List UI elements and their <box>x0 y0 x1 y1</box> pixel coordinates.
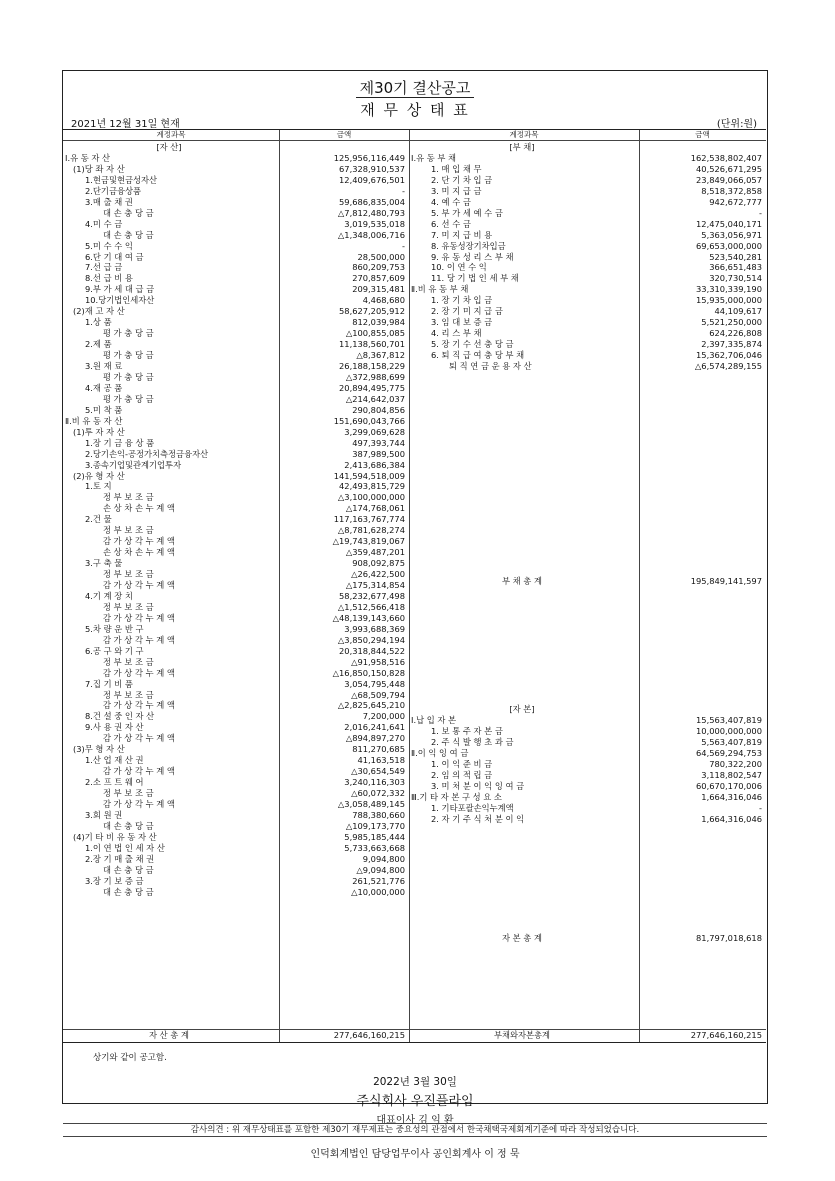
amount-value: 59,686,835,004 <box>339 196 405 207</box>
amount-value: 7,200,000 <box>362 711 405 722</box>
account-label: 평 가 충 당 금 <box>103 328 154 339</box>
table-row <box>63 646 766 657</box>
account-label: 9.사 용 권 자 산 <box>85 722 144 733</box>
amount-value: 12,475,040,171 <box>696 218 762 229</box>
table-row <box>63 602 766 613</box>
account-label: 4. 예 수 금 <box>431 196 471 207</box>
table-row <box>63 547 766 558</box>
statement-title: 재 무 상 태 표 <box>360 101 470 119</box>
amount-value: 23,849,066,057 <box>696 174 762 185</box>
table-row <box>63 748 766 759</box>
table-row <box>63 208 766 219</box>
amount-value: 523,540,281 <box>709 251 762 262</box>
amount-value: △3,850,294,194 <box>337 634 405 645</box>
account-label: 2.단기금융상품 <box>85 185 142 196</box>
table-row <box>63 679 766 690</box>
amount-value: 41,163,518 <box>357 755 405 766</box>
table-row <box>63 481 766 492</box>
account-label: 정 부 보 조 금 <box>103 601 154 612</box>
account-label: 6.공 구 와 기 구 <box>85 645 144 656</box>
account-label: 부채와자본총계 <box>493 1030 551 1040</box>
amount-value: 3,240,116,303 <box>344 777 405 788</box>
account-label: 3.구 축 물 <box>85 558 123 569</box>
amount-value: 15,563,407,819 <box>696 714 762 725</box>
table-row <box>63 832 766 843</box>
table-row <box>63 427 766 438</box>
account-label: 대 손 충 당 금 <box>103 229 154 240</box>
account-label: 6. 퇴 직 급 여 충 당 부 채 <box>431 350 525 361</box>
amount-value: 20,894,495,775 <box>339 382 405 393</box>
amount-value: △10,000,000 <box>351 886 405 897</box>
amount-value: △8,781,628,274 <box>337 525 405 536</box>
amount-value: 277,646,160,215 <box>333 1030 405 1040</box>
table-row <box>63 405 766 416</box>
account-label: 2.당기손익-공정가치측정금융자산 <box>85 448 209 459</box>
account-label: 8.건 설 중 인 자 산 <box>85 711 155 722</box>
liabilities-equity-total-row <box>63 1030 766 1041</box>
amount-value: 3,054,795,448 <box>344 678 405 689</box>
account-label: 2.소 프 트 웨 어 <box>85 777 144 788</box>
amount-value: △372,988,699 <box>345 371 405 382</box>
table-row <box>63 514 766 525</box>
table-row <box>63 197 766 208</box>
account-label: 대 손 충 당 금 <box>103 864 154 875</box>
table-row <box>63 690 766 701</box>
table-row <box>63 230 766 241</box>
amount-value: 40,526,671,295 <box>696 163 762 174</box>
total-divider <box>63 1029 766 1030</box>
amount-value: △60,072,332 <box>351 788 405 799</box>
table-row <box>63 186 766 197</box>
table-row <box>63 770 766 781</box>
amount-value: 4,468,680 <box>362 295 405 306</box>
amount-value: △48,139,143,660 <box>332 612 405 623</box>
account-label: 1.토 지 <box>85 481 112 492</box>
account-label: 3. 미 지 급 금 <box>431 185 482 196</box>
account-label: Ⅱ.이 익 잉 여 금 <box>411 747 469 758</box>
account-label: 5.미 수 수 익 <box>85 240 133 251</box>
account-label: 3.매 출 채 권 <box>85 196 133 207</box>
account-label: (3)무 형 자 산 <box>73 744 125 755</box>
amount-value: △19,743,819,067 <box>332 536 405 547</box>
amount-value: △91,958,516 <box>351 656 405 667</box>
amount-value: 860,209,753 <box>352 262 405 273</box>
amount-value: 5,363,056,971 <box>701 229 762 240</box>
table-row <box>63 394 766 405</box>
table-row <box>63 635 766 646</box>
account-label: 2. 임 의 적 립 금 <box>431 769 493 780</box>
amount-value: 1,664,316,046 <box>701 791 762 802</box>
amount-value: △1,512,566,418 <box>337 601 405 612</box>
account-label: 7.집 기 비 품 <box>85 678 133 689</box>
account-label: 대 손 충 당 금 <box>103 886 154 897</box>
account-label: (2)재 고 자 산 <box>73 306 125 317</box>
amount-value: 28,500,000 <box>357 251 405 262</box>
amount-value: 2,413,686,384 <box>344 459 405 470</box>
amount-value: 908,092,875 <box>352 558 405 569</box>
table-row <box>63 737 766 748</box>
amount-value: △6,574,289,155 <box>694 361 762 371</box>
account-label: 1.이 연 법 인 세 자 산 <box>85 842 165 853</box>
account-label: 1. 매 입 채 무 <box>431 163 482 174</box>
amount-value: - <box>759 802 762 813</box>
table-row <box>63 361 766 372</box>
amount-value: 811,270,685 <box>352 744 405 755</box>
account-label: 3.회 원 권 <box>85 809 123 820</box>
table-row <box>63 759 766 770</box>
currency-unit: (단위:원) <box>716 119 757 130</box>
amount-value: △894,897,270 <box>345 733 405 744</box>
amount-value: 209,315,481 <box>352 284 405 295</box>
amount-value: - <box>402 240 405 251</box>
header-right-account: 계정과목 <box>409 130 639 141</box>
amount-value: 812,039,984 <box>352 317 405 328</box>
amount-value: 277,646,160,215 <box>690 1030 762 1040</box>
account-label: 대 손 충 당 금 <box>103 820 154 831</box>
amount-value: 780,322,200 <box>709 758 762 769</box>
account-label: 1. 이 익 준 비 금 <box>431 758 493 769</box>
amount-value: 26,188,158,229 <box>339 361 405 371</box>
account-label: 자 본 총 계 <box>502 933 542 943</box>
account-label: 8.선 급 비 용 <box>85 273 133 284</box>
account-label: 감 가 상 각 누 계 액 <box>103 799 175 809</box>
table-row <box>63 525 766 536</box>
table-row <box>63 252 766 263</box>
table-row <box>63 449 766 460</box>
amount-value: △174,768,061 <box>345 503 405 514</box>
table-row <box>63 295 766 306</box>
account-label: Ⅲ.기 타 자 본 구 성 요 소 <box>411 791 502 802</box>
account-label: 3.원 재 료 <box>85 361 123 371</box>
amount-value: 69,653,000,000 <box>696 240 762 251</box>
account-label: 감 가 상 각 누 계 액 <box>103 733 175 744</box>
amount-value: 33,310,339,190 <box>696 284 762 295</box>
amount-value: 58,232,677,498 <box>339 590 405 601</box>
amount-value: 5,521,250,000 <box>701 317 762 328</box>
company-name: 주식회사 우진플라임 <box>356 1094 474 1109</box>
table-row <box>63 558 766 569</box>
account-label: [자 본] <box>509 704 535 714</box>
amount-value: 44,109,617 <box>714 306 762 317</box>
table-row <box>63 536 766 547</box>
amount-value: 3,993,688,369 <box>344 623 405 634</box>
account-label: 정 부 보 조 금 <box>103 656 154 667</box>
table-row <box>63 591 766 602</box>
account-label: 자 산 총 계 <box>149 1030 189 1040</box>
account-label: 정 부 보 조 금 <box>103 689 154 700</box>
section-heading-equity <box>63 704 766 715</box>
account-label: 6.단 기 대 여 금 <box>85 251 144 262</box>
amount-value: △68,509,794 <box>351 689 405 700</box>
table-row <box>63 175 766 186</box>
table-row <box>63 273 766 284</box>
account-label: 3.종속기업및관계기업투자 <box>85 459 182 470</box>
auditor-name: 인덕회계법인 담당업무이사 공인회계사 이 정 묵 <box>310 1149 520 1160</box>
table-row <box>63 843 766 854</box>
amount-value: △8,367,812 <box>356 350 405 361</box>
amount-value: 15,362,706,046 <box>696 350 762 361</box>
table-row <box>63 726 766 737</box>
account-label: 정 부 보 조 금 <box>103 492 154 503</box>
account-label: 2. 주 식 발 행 초 과 금 <box>431 736 514 747</box>
amount-value: 3,118,802,547 <box>701 769 762 780</box>
table-row <box>63 865 766 876</box>
account-label: 퇴 직 연 금 운 용 자 산 <box>449 361 532 371</box>
account-label: 1.산 업 재 산 권 <box>85 755 144 766</box>
account-label: 평 가 충 당 금 <box>103 371 154 382</box>
table-row <box>63 814 766 825</box>
account-label: [자 산] <box>156 142 182 152</box>
amount-value: 270,857,609 <box>352 273 405 284</box>
amount-value: 624,226,808 <box>709 328 762 339</box>
amount-value: 64,569,294,753 <box>696 747 762 758</box>
amount-value: 387,989,500 <box>352 448 405 459</box>
amount-value: 81,797,018,618 <box>696 933 762 943</box>
account-label: 6. 선 수 금 <box>431 218 471 229</box>
amount-value: △3,100,000,000 <box>337 492 405 503</box>
table-row <box>63 613 766 624</box>
account-label: Ⅰ.유 동 자 산 <box>65 152 111 163</box>
amount-value: △359,487,201 <box>345 547 405 558</box>
account-label: 7. 미 지 급 비 용 <box>431 229 493 240</box>
account-label: (1)당 좌 자 산 <box>73 163 125 174</box>
amount-value: 261,521,776 <box>352 875 405 886</box>
account-label: 감 가 상 각 누 계 액 <box>103 700 175 711</box>
header-left-amount: 금액 <box>279 130 409 141</box>
amount-value: 2,397,335,874 <box>701 339 762 350</box>
table-row <box>63 460 766 471</box>
account-label: 정 부 보 조 금 <box>103 569 154 580</box>
equity-total-row <box>63 933 766 944</box>
amount-value: △100,855,085 <box>345 328 405 339</box>
table-row <box>63 781 766 792</box>
header-right-amount: 금액 <box>639 130 766 141</box>
amount-value: 788,380,660 <box>352 809 405 820</box>
account-label: 1. 보 통 주 자 본 금 <box>431 725 503 736</box>
amount-value: 10,000,000,000 <box>696 725 762 736</box>
amount-value: △1,348,006,716 <box>337 229 405 240</box>
header-left-account: 계정과목 <box>63 130 279 141</box>
account-label: 2.제 품 <box>85 339 112 350</box>
amount-value: 125,956,116,449 <box>333 152 405 163</box>
table-row <box>63 219 766 230</box>
account-label: 감 가 상 각 누 계 액 <box>103 634 175 645</box>
account-label: 2.장 기 매 출 채 권 <box>85 853 155 864</box>
account-label: 3.장 기 보 증 금 <box>85 875 144 886</box>
amount-value: 20,318,844,522 <box>339 645 405 656</box>
account-label: 4.미 수 금 <box>85 218 123 229</box>
table-row <box>63 153 766 164</box>
table-row <box>63 262 766 273</box>
table-row <box>63 306 766 317</box>
amount-value: 58,627,205,912 <box>339 306 405 317</box>
table-row <box>63 503 766 514</box>
amount-value: 5,733,663,668 <box>344 842 405 853</box>
audit-opinion: 감사의견 : 위 재무상태표를 포함한 제30기 재무제표는 중요성의 관점에서 한국채택국제회계기준에 따라 작성되었습니다. <box>63 1123 767 1137</box>
account-label: 정 부 보 조 금 <box>103 788 154 799</box>
amount-value: △7,812,480,793 <box>337 207 405 218</box>
account-label: (2)유 형 자 산 <box>73 470 125 481</box>
account-label: 감 가 상 각 누 계 액 <box>103 612 175 623</box>
amount-value: 497,393,744 <box>352 437 405 448</box>
amount-value: △30,654,549 <box>351 766 405 777</box>
table-row <box>63 715 766 726</box>
account-label: 5.미 착 품 <box>85 404 123 415</box>
account-label: 1. 기타포괄손익누계액 <box>431 802 514 813</box>
account-label: 정 부 보 조 금 <box>103 525 154 536</box>
account-label: 2. 장 기 미 지 급 금 <box>431 306 503 317</box>
table-row <box>63 668 766 679</box>
account-label: 4. 리 스 부 채 <box>431 328 482 339</box>
table-row <box>63 328 766 339</box>
amount-value: 117,163,767,774 <box>333 514 405 525</box>
amount-value: 195,849,141,597 <box>690 576 762 586</box>
account-label: 부 채 총 계 <box>502 576 542 586</box>
account-label: 5.차 량 운 반 구 <box>85 623 144 634</box>
account-label: 9. 유 동 성 리 스 부 채 <box>431 251 514 262</box>
table-row <box>63 887 766 898</box>
liabilities-total-row <box>63 576 766 587</box>
amount-value: 67,328,910,537 <box>339 163 405 174</box>
amount-value: 60,670,170,006 <box>696 780 762 791</box>
amount-value: 15,935,000,000 <box>696 295 762 306</box>
table-row <box>63 339 766 350</box>
account-label: Ⅱ.비 유 동 부 채 <box>411 284 469 295</box>
account-label: (1)투 자 자 산 <box>73 426 125 437</box>
amount-value: 5,563,407,819 <box>701 736 762 747</box>
amount-value: △3,058,489,145 <box>337 799 405 809</box>
account-label: 5. 부 가 세 예 수 금 <box>431 207 503 218</box>
account-label: 4.기 계 장 치 <box>85 590 133 601</box>
amount-value: 11,138,560,701 <box>339 339 405 350</box>
table-row <box>63 350 766 361</box>
account-label: 2. 자 기 주 식 처 분 이 익 <box>431 813 525 824</box>
amount-value: 8,518,372,858 <box>701 185 762 196</box>
account-label: 8. 유동성장기차입금 <box>431 240 506 251</box>
account-label: [부 채] <box>509 142 535 152</box>
table-row <box>63 624 766 635</box>
amount-value: 141,594,518,009 <box>333 470 405 481</box>
account-label: 10.당기법인세자산 <box>85 295 155 306</box>
account-label: 2.건 물 <box>85 514 112 525</box>
account-label: 5. 장 기 수 선 충 당 금 <box>431 339 514 350</box>
account-label: 1. 장 기 차 입 금 <box>431 295 493 306</box>
account-label: 1.장 기 금 융 상 품 <box>85 437 155 448</box>
table-row <box>63 803 766 814</box>
amount-value: 1,664,316,046 <box>701 813 762 824</box>
amount-value: 42,493,815,729 <box>339 481 405 492</box>
amount-value: - <box>402 185 405 196</box>
amount-value: 3,299,069,628 <box>344 426 405 437</box>
table-row <box>63 854 766 865</box>
amount-value: - <box>759 207 762 218</box>
account-label: 3. 미 처 분 이 익 잉 여 금 <box>431 780 525 791</box>
account-label: 7.선 급 금 <box>85 262 123 273</box>
account-label: 감 가 상 각 누 계 액 <box>103 667 175 678</box>
account-label: 11. 당 기 법 인 세 부 채 <box>431 273 519 284</box>
account-label: Ⅰ.유 동 부 채 <box>411 152 457 163</box>
account-label: 손 상 차 손 누 계 액 <box>103 547 175 558</box>
amount-value: 2,016,241,641 <box>344 722 405 733</box>
amount-value: 320,730,514 <box>709 273 762 284</box>
account-label: 평 가 충 당 금 <box>103 350 154 361</box>
amount-value: 162,538,802,407 <box>690 152 762 163</box>
table-row <box>63 792 766 803</box>
account-label: 2. 단 기 차 입 금 <box>431 174 493 185</box>
balance-sheet-table <box>63 129 766 1043</box>
amount-value: △109,173,770 <box>345 820 405 831</box>
account-label: Ⅱ.비 유 동 자 산 <box>65 415 123 426</box>
account-label: 손 상 차 손 누 계 액 <box>103 503 175 514</box>
account-label: 대 손 충 당 금 <box>103 207 154 218</box>
amount-value: △16,850,150,828 <box>332 667 405 678</box>
amount-value: 12,409,676,501 <box>339 174 405 185</box>
account-label: 9.부 가 세 대 급 금 <box>85 284 155 295</box>
table-row <box>63 657 766 668</box>
amount-value: △214,642,037 <box>345 393 405 404</box>
amount-value: △175,314,854 <box>345 580 405 590</box>
notice-statement: 상기와 같이 공고함. <box>93 1053 167 1063</box>
table-row <box>63 164 766 175</box>
table-row <box>63 416 766 427</box>
amount-value: 9,094,800 <box>362 853 405 864</box>
notice-title: 제30기 결산공고 <box>63 77 767 98</box>
amount-value: 5,985,185,444 <box>344 831 405 842</box>
amount-value: 151,690,043,766 <box>333 415 405 426</box>
account-label: 4.재 공 품 <box>85 382 123 393</box>
amount-value: △2,825,645,210 <box>337 700 405 711</box>
account-label: 1.상 품 <box>85 317 112 328</box>
table-row <box>63 876 766 887</box>
table-row <box>63 471 766 482</box>
account-label: 감 가 상 각 누 계 액 <box>103 580 175 590</box>
table-row <box>63 284 766 295</box>
amount-value: 366,651,483 <box>709 262 762 273</box>
table-row <box>63 317 766 328</box>
table-row <box>63 372 766 383</box>
amount-value: 290,804,856 <box>352 404 405 415</box>
account-label: (4)기 타 비 유 동 자 산 <box>73 831 157 842</box>
table-row <box>63 438 766 449</box>
table-row <box>63 492 766 503</box>
table-row <box>63 383 766 394</box>
section-heading-liabilities <box>63 142 766 153</box>
amount-value: 942,672,777 <box>709 196 762 207</box>
amount-value: △26,422,500 <box>351 569 405 580</box>
balance-sheet-notice <box>62 70 768 1160</box>
account-label: 감 가 상 각 누 계 액 <box>103 536 175 547</box>
report-date: 2021년 12월 31일 현재 <box>71 119 180 130</box>
amount-value: 3,019,535,018 <box>344 218 405 229</box>
account-label: 10. 이 연 수 익 <box>431 262 487 273</box>
account-label: 감 가 상 각 누 계 액 <box>103 766 175 777</box>
account-label: 1.현금및현금성자산 <box>85 174 158 185</box>
table-row <box>63 241 766 252</box>
amount-value: △9,094,800 <box>356 864 405 875</box>
account-label: Ⅰ.납 입 자 본 <box>411 714 457 725</box>
ceo-name: 대표이사 김 익 환 <box>376 1115 454 1126</box>
account-label: 평 가 충 당 금 <box>103 393 154 404</box>
account-label: 3. 임 대 보 증 금 <box>431 317 493 328</box>
notice-date: 2022년 3월 30일 <box>373 1076 457 1088</box>
